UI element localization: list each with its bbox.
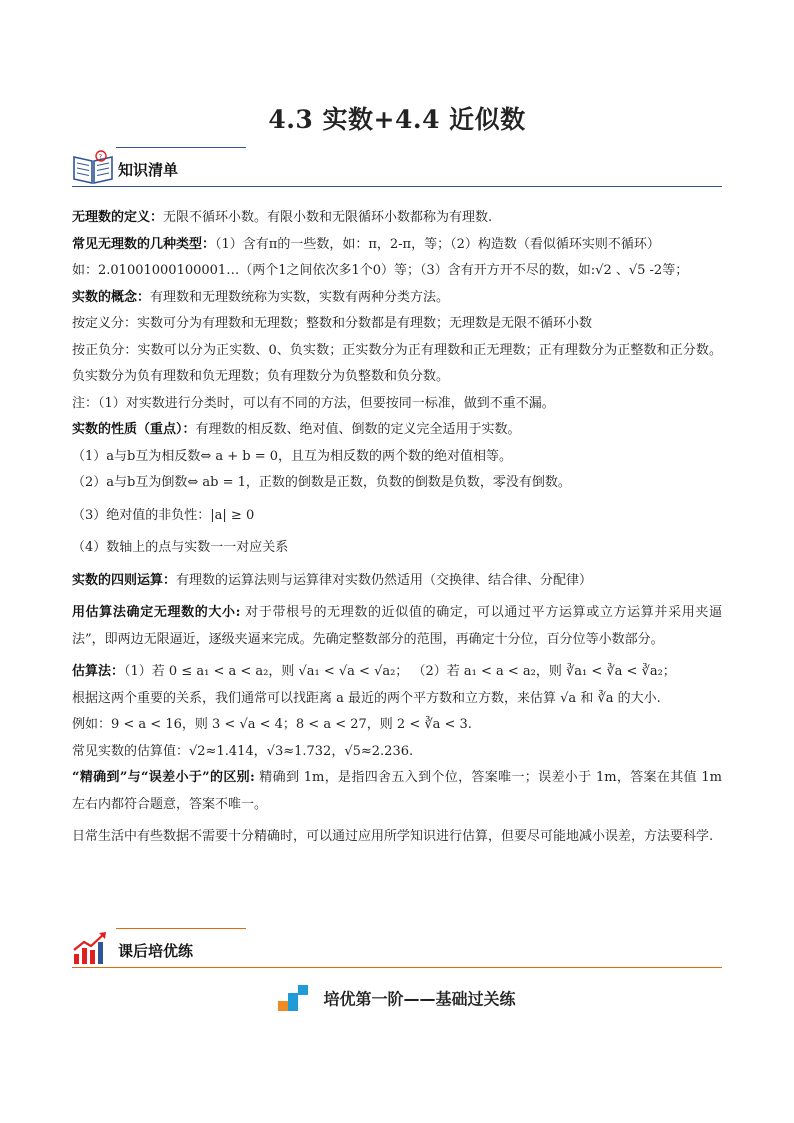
text-line: 用估算法确定无理数的大小: 对于带根号的无理数的近似值的确定，可以通过平方运算或立方运算并采用夹逼法”，即两边无限逼近，逐级夹逼来完成。先确定整数部分的范围，再确定十分位，百分位等小数部分。 bbox=[72, 605, 722, 647]
text-line: 按定义分：实数可分为有理数和无理数；整数和分数都是有理数；无理数是无限不循环小数 bbox=[72, 316, 593, 331]
text-line: （2）a与b互为倒数⇔ ab = 1，正数的倒数是正数，负数的倒数是负数，零没有倒数。 bbox=[72, 475, 571, 490]
section-rule bbox=[72, 967, 722, 968]
term-label: 估算法： bbox=[72, 664, 125, 679]
term-label: 用估算法确定无理数的大小: bbox=[72, 605, 241, 620]
stage-heading bbox=[0, 985, 794, 1011]
text-line: 实数的概念：有理数和无理数统称为实数，实数有两种分类方法。 bbox=[72, 289, 450, 305]
growth-chart-icon bbox=[72, 930, 110, 970]
term-label: 实数的四则运算： bbox=[72, 572, 177, 588]
open-book-icon bbox=[72, 149, 114, 189]
knowledge-content bbox=[72, 205, 722, 851]
text-line: 常见无理数的几种类型：（1）含有π的一些数，如：π，2-π，等；（2）构造数（看似循环实则不循环） bbox=[72, 236, 660, 252]
text-line: 常见实数的估算值：√2≈1.414，√3≈1.732，√5≈2.236. bbox=[72, 743, 414, 759]
term-label: 实数的性质（重点）： bbox=[72, 422, 196, 437]
page-title: 4.3 实数+4.4 近似数 bbox=[268, 105, 526, 134]
text-line: 例如：9 < a < 16，则 3 < √a < 4；8 < a < 27，则 2 < ∛a < 3. bbox=[72, 717, 472, 732]
section-header-practice bbox=[72, 928, 722, 968]
text-line: （4）数轴上的点与实数一一对应关系 bbox=[72, 540, 289, 555]
text-line: （3）绝对值的非负性：|a| ≥ 0 bbox=[72, 507, 255, 523]
text-line: 注：（1）对实数进行分类时，可以有不同的方法，但要按同一标准，做到不重不漏。 bbox=[72, 395, 555, 411]
text-line: 如：2.01001000100001…（两个1之间依次多1个0）等；（3）含有开方开不尽的数，如:√2 、√5 -2等； bbox=[72, 263, 689, 278]
stairs-icon bbox=[278, 988, 323, 1007]
term-label: “精确到”与“误差小于”的区别: bbox=[72, 770, 255, 785]
section-label: 课后培优练 bbox=[118, 942, 194, 960]
text-line: 实数的性质（重点）：有理数的相反数、绝对值、倒数的定义完全适用于实数。 bbox=[72, 422, 521, 437]
section-label: 知识清单 bbox=[118, 161, 179, 179]
section-header-knowledge bbox=[72, 147, 722, 187]
term-label: 无理数的定义： bbox=[72, 210, 164, 225]
section-rule bbox=[72, 186, 722, 187]
stage-label: 培优第一阶——基础过关练 bbox=[323, 989, 516, 1009]
text-line: 估算法：（1）若 0 ≤ a₁ < a < a₂，则 √a₁ < √a < √a₂； （2）若 a₁ < a < a₂，则 ∛a₁ < ∛a < ∛a₂； bbox=[72, 664, 676, 679]
text-line: “精确到”与“误差小于”的区别: 精确到 1m，是指四舍五入到个位，答案唯一；误差小于 1m，答案在其值 1m 左右内都符合题意，答案不唯一。 bbox=[72, 770, 722, 812]
text-line: 无理数的定义：无限不循环小数。有限小数和无限循环小数都称为有理数. bbox=[72, 210, 493, 225]
svg-text:?: ? bbox=[98, 153, 103, 161]
text-line: 日常生活中有些数据不需要十分精确时，可以通过应用所学知识进行估算，但要尽可能地减小误差，方法要科学. bbox=[72, 829, 714, 844]
text-line: 按正负分：实数可以分为正实数、0、负实数；正实数分为正有理数和正无理数；正有理数分为正整数和正分数。负实数分为负有理数和负无理数；负有理数分为负整数和负分数。 bbox=[72, 342, 722, 384]
text-line: （1）a与b互为相反数⇔ a + b = 0，且互为相反数的两个数的绝对值相等。 bbox=[72, 448, 513, 464]
text-line: 根据这两个重要的关系，我们通常可以找距离 a 最近的两个平方数和立方数，来估算 √a 和 ∛a 的大小. bbox=[72, 690, 661, 706]
term-label: 实数的概念： bbox=[72, 289, 151, 305]
text-line: 实数的四则运算：有理数的运算法则与运算律对实数仍然适用（交换律、结合律、分配律） bbox=[72, 572, 593, 588]
term-label: 常见无理数的几种类型： bbox=[72, 236, 216, 252]
